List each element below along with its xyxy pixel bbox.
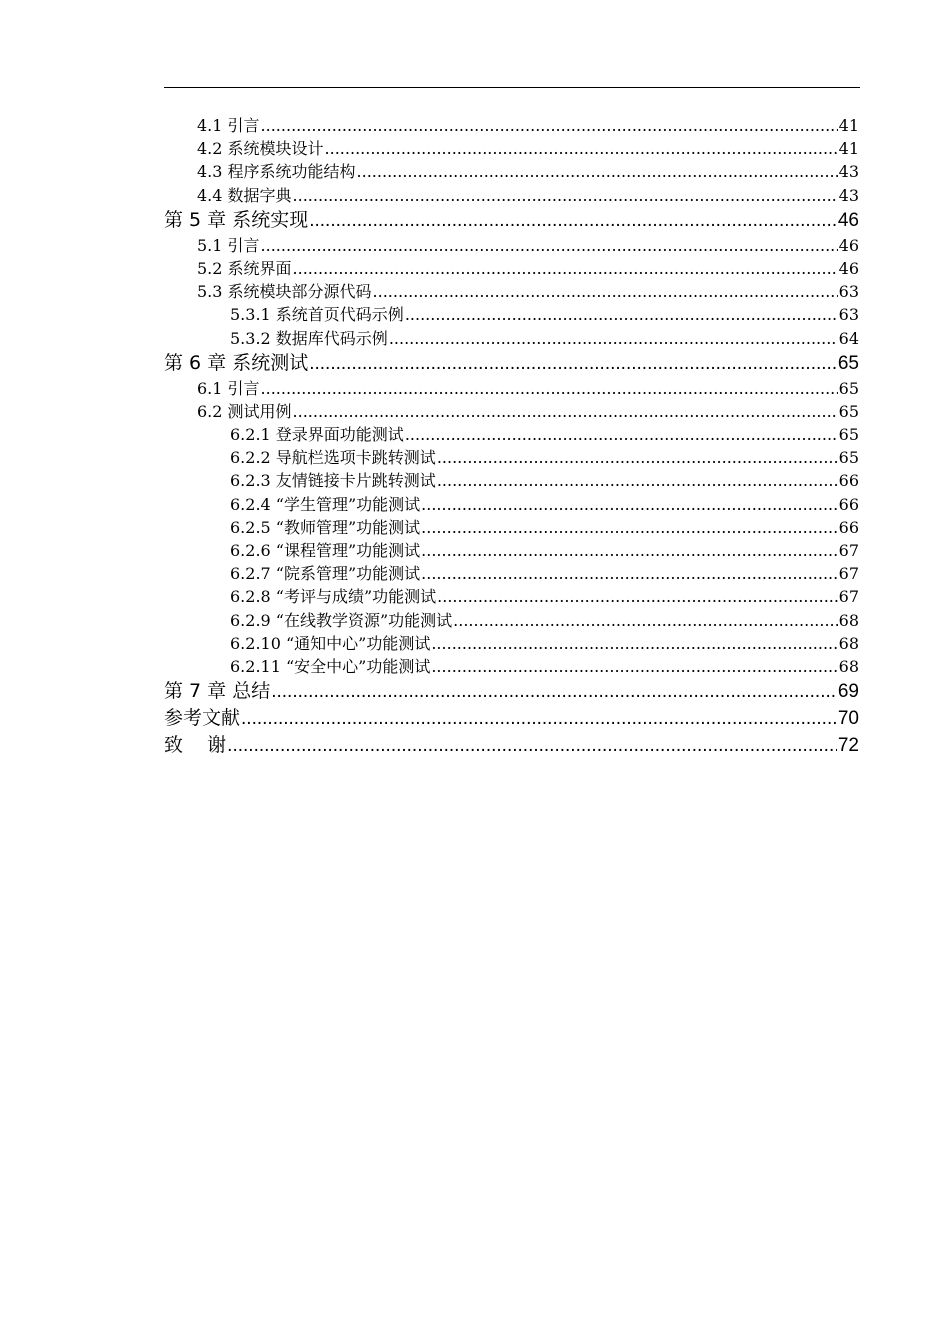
toc-entry-page: 65 xyxy=(838,378,859,398)
toc-entry-page: 46 xyxy=(837,209,859,231)
toc-entry-title: 第 7 章 总结 xyxy=(164,680,271,703)
toc-entry-title: 6.2.10 “通知中心”功能测试 xyxy=(230,633,431,653)
toc-entry-page: 41 xyxy=(838,116,859,135)
toc-entry-title: 6.2.5 “教师管理”功能测试 xyxy=(230,517,421,537)
toc-entry-chapter-7[interactable] xyxy=(164,678,859,705)
toc-entry-page: 65 xyxy=(838,425,859,445)
toc-entry-title: 4.4 数据字典 xyxy=(197,185,292,205)
toc-entry-title: 6.2.8 “考评与成绩”功能测试 xyxy=(230,587,437,607)
dot-leader xyxy=(271,678,837,705)
toc-entry-page: 67 xyxy=(838,587,859,607)
table-of-contents xyxy=(164,114,859,759)
toc-entry-page: 66 xyxy=(838,471,859,491)
toc-entry-5-3-1[interactable] xyxy=(164,303,859,326)
dot-leader xyxy=(431,655,837,678)
toc-entry-title: 4.3 程序系统功能结构 xyxy=(197,162,356,182)
toc-entry-page: 66 xyxy=(838,517,859,537)
header-rule xyxy=(164,87,860,88)
toc-entry-6-2-9[interactable] xyxy=(164,609,859,632)
toc-entry-page: 72 xyxy=(837,735,859,757)
dot-leader xyxy=(261,114,838,137)
toc-entry-6-2-4[interactable] xyxy=(164,493,859,516)
toc-entry-title: 6.2 测试用例 xyxy=(197,401,292,421)
toc-entry-title: 4.2 系统模块设计 xyxy=(197,139,324,159)
toc-entry-page: 46 xyxy=(838,235,859,255)
toc-entry-6-2-2[interactable] xyxy=(164,446,859,469)
toc-entry-title: 6.2.9 “在线教学资源”功能测试 xyxy=(230,610,453,630)
toc-entry-title: 6.2.2 导航栏选项卡跳转测试 xyxy=(230,448,436,468)
toc-entry-title: 6.2.3 友情链接卡片跳转测试 xyxy=(230,471,436,491)
toc-entry-title: 5.2 系统界面 xyxy=(197,258,292,278)
toc-entry-5-1[interactable] xyxy=(164,234,859,257)
toc-entry-4-3[interactable] xyxy=(164,160,859,183)
toc-entry-page: 67 xyxy=(838,564,859,584)
dot-leader xyxy=(421,539,837,562)
toc-entry-page: 68 xyxy=(838,656,859,676)
toc-entry-chapter-5[interactable] xyxy=(164,207,859,234)
dot-leader xyxy=(241,705,837,732)
toc-entry-acknowledgements[interactable] xyxy=(164,732,859,759)
toc-entry-title: 6.2.4 “学生管理”功能测试 xyxy=(230,494,421,514)
toc-entry-title: 5.1 引言 xyxy=(197,235,260,255)
toc-entry-4-2[interactable] xyxy=(164,137,859,160)
dot-leader xyxy=(405,303,838,326)
toc-entry-5-2[interactable] xyxy=(164,257,859,280)
dot-leader xyxy=(421,562,837,585)
toc-entry-title: 5.3.1 系统首页代码示例 xyxy=(230,305,404,325)
dot-leader xyxy=(453,609,837,632)
toc-entry-6-2[interactable] xyxy=(164,400,859,423)
toc-entry-6-2-7[interactable] xyxy=(164,562,859,585)
toc-entry-page: 68 xyxy=(838,633,859,653)
toc-entry-title: 致 谢 xyxy=(164,734,227,757)
toc-entry-page: 66 xyxy=(838,494,859,514)
toc-entry-page: 65 xyxy=(837,352,859,374)
toc-entry-title: 4.1 引言 xyxy=(197,116,260,135)
toc-entry-title: 6.2.11 “安全中心”功能测试 xyxy=(230,656,431,676)
toc-entry-page: 69 xyxy=(837,681,859,703)
toc-entry-6-2-6[interactable] xyxy=(164,539,859,562)
dot-leader xyxy=(437,469,838,492)
dot-leader xyxy=(309,350,837,377)
toc-entry-6-2-10[interactable] xyxy=(164,632,859,655)
toc-entry-page: 63 xyxy=(838,305,859,325)
dot-leader xyxy=(389,327,838,350)
toc-entry-page: 68 xyxy=(838,610,859,630)
dot-leader xyxy=(373,280,838,303)
toc-entry-title: 6.1 引言 xyxy=(197,378,260,398)
toc-entry-references[interactable] xyxy=(164,705,859,732)
dot-leader xyxy=(421,516,837,539)
toc-entry-5-3-2[interactable] xyxy=(164,327,859,350)
toc-entry-page: 70 xyxy=(837,708,859,730)
dot-leader xyxy=(261,377,838,400)
toc-entry-6-2-8[interactable] xyxy=(164,585,859,608)
dot-leader xyxy=(405,423,838,446)
toc-entry-title: 第 6 章 系统测试 xyxy=(164,351,309,374)
dot-leader xyxy=(261,234,838,257)
toc-entry-page: 41 xyxy=(838,139,859,159)
dot-leader xyxy=(431,632,837,655)
dot-leader xyxy=(437,446,838,469)
toc-entry-page: 43 xyxy=(838,162,859,182)
dot-leader xyxy=(421,493,837,516)
toc-entry-page: 43 xyxy=(838,185,859,205)
toc-entry-title: 参考文献 xyxy=(164,707,241,730)
dot-leader xyxy=(325,137,838,160)
toc-entry-page: 65 xyxy=(838,448,859,468)
toc-entry-title: 5.3 系统模块部分源代码 xyxy=(197,282,372,302)
toc-entry-title: 6.2.7 “院系管理”功能测试 xyxy=(230,564,421,584)
toc-entry-6-2-5[interactable] xyxy=(164,516,859,539)
toc-entry-6-1[interactable] xyxy=(164,377,859,400)
dot-leader xyxy=(309,207,837,234)
toc-entry-page: 46 xyxy=(838,258,859,278)
toc-entry-title: 5.3.2 数据库代码示例 xyxy=(230,328,388,348)
dot-leader xyxy=(357,160,838,183)
toc-entry-title: 第 5 章 系统实现 xyxy=(164,208,309,231)
toc-entry-6-2-1[interactable] xyxy=(164,423,859,446)
toc-entry-4-4[interactable] xyxy=(164,184,859,207)
toc-entry-page: 65 xyxy=(838,401,859,421)
toc-entry-page: 67 xyxy=(838,541,859,560)
toc-entry-5-3[interactable] xyxy=(164,280,859,303)
toc-entry-title: 6.2.6 “课程管理”功能测试 xyxy=(230,541,421,560)
dot-leader xyxy=(437,585,837,608)
dot-leader xyxy=(227,732,837,759)
toc-entry-page: 63 xyxy=(838,282,859,302)
toc-entry-chapter-6[interactable] xyxy=(164,350,859,377)
toc-entry-title: 6.2.1 登录界面功能测试 xyxy=(230,425,404,445)
dot-leader xyxy=(293,400,838,423)
dot-leader xyxy=(293,184,838,207)
dot-leader xyxy=(293,257,838,280)
toc-entry-page: 64 xyxy=(838,328,859,348)
toc-entry-6-2-11[interactable] xyxy=(164,655,859,678)
toc-entry-6-2-3[interactable] xyxy=(164,469,859,492)
toc-entry-4-1[interactable] xyxy=(164,114,859,137)
